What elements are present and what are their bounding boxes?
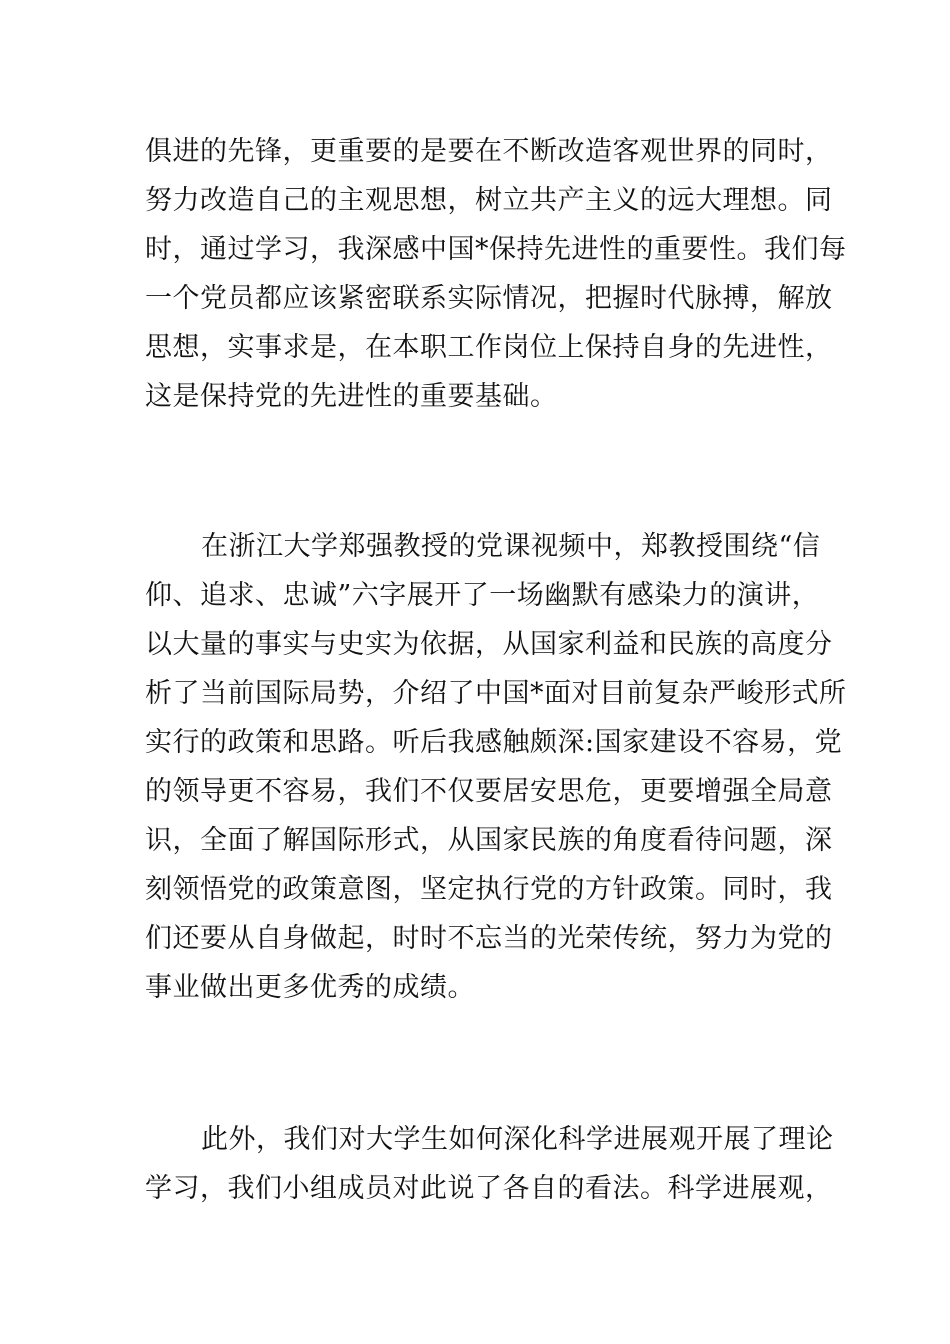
text-line: 刻领悟党的政策意图，坚定执行党的方针政策。同时，我 bbox=[145, 874, 833, 905]
paragraph-2 bbox=[145, 522, 847, 1012]
text-line: 努力改造自己的主观思想，树立共产主义的远大理想。同 bbox=[145, 185, 833, 216]
text-line: 时，通过学习，我深感中国*保持先进性的重要性。我们每 bbox=[145, 234, 847, 265]
paragraph-3 bbox=[145, 1115, 834, 1213]
text-line: 析了当前国际局势，介绍了中国*面对目前复杂严峻形式所 bbox=[145, 678, 847, 709]
text-line: 仰、追求、忠诚”六字展开了一场幽默有感染力的演讲， bbox=[145, 580, 820, 611]
text-line: 一个党员都应该紧密联系实际情况，把握时代脉搏，解放 bbox=[145, 283, 833, 314]
paragraph-1 bbox=[145, 127, 847, 421]
text-line: 识，全面了解国际形式，从国家民族的角度看待问题，深 bbox=[145, 825, 833, 856]
text-line: 们还要从自身做起，时时不忘当的光荣传统，努力为党的 bbox=[145, 923, 833, 954]
text-line: 以大量的事实与史实为依据，从国家利益和民族的高度分 bbox=[145, 629, 833, 660]
text-line: 实行的政策和思路。听后我感触颇深:国家建设不容易，党 bbox=[145, 727, 843, 758]
text-line: 此外，我们对大学生如何深化科学进展观开展了理论 bbox=[201, 1124, 834, 1155]
text-line: 学习，我们小组成员对此说了各自的看法。科学进展观， bbox=[145, 1173, 833, 1204]
text-line: 俱进的先锋，更重要的是要在不断改造客观世界的同时， bbox=[145, 136, 833, 167]
text-line: 思想，实事求是，在本职工作岗位上保持自身的先进性， bbox=[145, 332, 833, 363]
text-line: 事业做出更多优秀的成绩。 bbox=[145, 972, 475, 1003]
text-line: 在浙江大学郑强教授的党课视频中，郑教授围绕“信 bbox=[201, 531, 821, 562]
text-line: 这是保持党的先进性的重要基础。 bbox=[145, 381, 558, 412]
text-line: 的领导更不容易，我们不仅要居安思危，更要增强全局意 bbox=[145, 776, 833, 807]
